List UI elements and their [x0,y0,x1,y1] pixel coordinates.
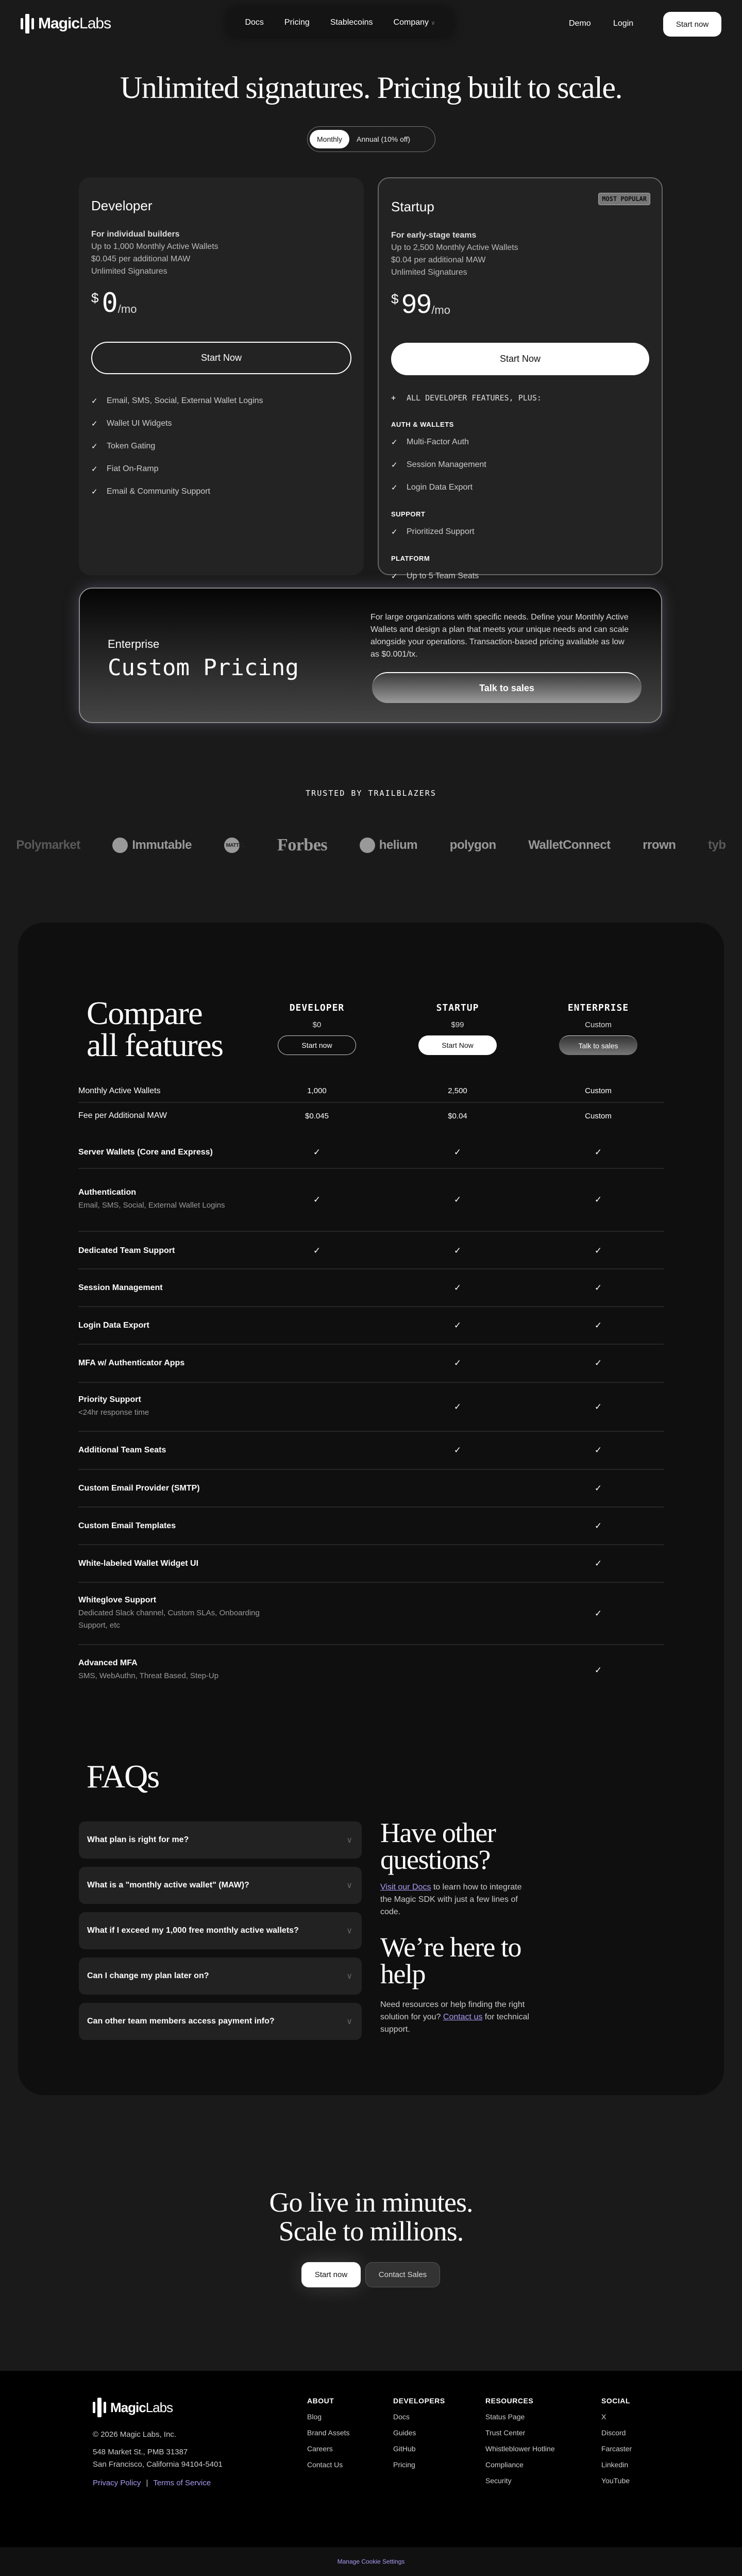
feature-name [78,1359,274,1368]
check-icon: ✓ [594,1358,602,1368]
visit-docs-link[interactable]: Visit our Docs [380,1883,431,1892]
feature-item [391,565,649,588]
feature-group-title: AUTH & WALLETS [391,420,454,428]
check-icon: ✓ [313,1147,321,1157]
check-icon: ✓ [594,1445,602,1455]
startup-start-button[interactable]: Start Now [391,343,649,375]
footer-link[interactable]: Pricing [393,2461,415,2469]
customer-logos [0,832,742,858]
compare-row [78,1470,664,1508]
address-line: 548 Market St., PMB 31387 [93,2448,188,2456]
check-icon: ✓ [91,465,98,474]
toggle-monthly[interactable]: Monthly [310,130,349,148]
feature-item [391,431,649,454]
talk-to-sales-button[interactable]: Talk to sales [372,672,642,703]
footer-column-developers [393,2397,445,2469]
feature-name [78,1246,274,1256]
customer-logo [360,838,417,853]
customer-logo-name: Forbes [277,835,328,855]
check-icon: ✓ [313,1246,321,1256]
cell-value: 1,000 [307,1086,327,1095]
footer-column-title: ABOUT [307,2397,334,2405]
customer-logo [450,838,496,852]
footer-link[interactable]: Guides [393,2429,416,2437]
plan-audience: For early-stage teams [391,231,477,240]
feature-group-title: PLATFORM [391,554,430,562]
column-name: DEVELOPER [289,1002,345,1013]
feature-label: Whiteglove Support [78,1595,157,1604]
column-price: $0 [312,1021,322,1029]
manage-cookie-settings[interactable]: Manage Cookie Settings [0,2547,742,2576]
check-icon: ✓ [391,528,398,537]
footer-link[interactable]: Status Page [485,2413,525,2421]
check-icon: ✓ [594,1246,602,1256]
contact-sales-button[interactable]: Contact Sales [365,2262,440,2287]
price-amount: 99 [401,289,432,319]
cta-line: Go live in minutes. [269,2187,473,2218]
enterprise-price: Custom Pricing [108,655,299,681]
cell-value: 2,500 [448,1086,467,1095]
magic-logo-icon [93,2398,106,2417]
footer-column-title: SOCIAL [601,2397,630,2405]
brand-name: Magic [110,2399,146,2415]
customer-logo [643,838,676,852]
privacy-policy-link[interactable]: Privacy Policy [93,2479,141,2487]
plan-name: Startup [391,199,434,214]
cell-value: $0.04 [448,1111,467,1120]
docs-text: to learn how to integrate the Magic SDK with just a few lines of code. [380,1883,522,1916]
footer-info: © 2026 Magic Labs, Inc. 548 Market St., PMB 31387 San Francisco, California 94104-5401 Privacy Policy | Terms of Service [93,2429,223,2489]
plan-name: Developer [91,198,153,213]
check-icon: ✓ [91,420,98,428]
check-icon: ✓ [453,1195,462,1205]
check-icon: ✓ [453,1401,462,1412]
feature-note: <24hr response time [78,1408,149,1417]
logo-mark-icon [360,838,375,853]
customer-logo-name: MATTEL [226,842,245,848]
plan-card-developer [79,177,364,575]
developer-start-button[interactable]: Start Now [91,342,351,374]
footer-link[interactable]: Trust Center [485,2429,526,2437]
plan-audience: For individual builders [91,230,180,239]
compare-row [78,1583,664,1645]
compare-column-startup [406,1002,509,1055]
column-cta-button[interactable]: Start Now [418,1035,497,1055]
footer-link[interactable]: Contact Us [307,2461,343,2469]
feature-item [91,435,351,458]
check-icon: ✓ [391,572,398,581]
chevron-down-icon[interactable]: ∨ [346,1927,352,1935]
price-amount: 0 [102,288,118,319]
feature-name [78,1596,274,1632]
feature-label: Custom Email Templates [78,1521,176,1530]
plan-line: Unlimited Signatures [391,268,467,277]
feature-note: Dedicated Slack channel, Custom SLAs, Onboarding Support, etc [78,1608,260,1630]
compare-row [78,1169,664,1232]
footer-link[interactable]: Discord [601,2429,626,2437]
price-currency: $ [391,291,399,307]
footer-link[interactable]: Whistleblower Hotline [485,2445,555,2453]
check-icon: ✓ [594,1558,602,1568]
check-icon: ✓ [594,1195,602,1205]
compare-column-developer [265,1002,368,1055]
chevron-down-icon: ∨ [431,20,435,26]
check-icon: ✓ [391,483,398,492]
plan-price [391,289,649,319]
cta-heading [0,2188,742,2246]
nav-pricing[interactable]: Pricing [284,18,310,27]
logo-mark-icon [112,838,128,853]
copyright: © 2026 Magic Labs, Inc. [93,2430,176,2439]
feature-name [78,1321,274,1330]
enterprise-description: For large organizations with specific needs. Define your Monthly Active Wallets and design a plan that meets your unique needs and can scale alongside your operations. Transaction-based pricing available as low as $0.001/tx. [370,613,629,659]
faq-title: FAQs [87,1758,159,1795]
check-icon: ✓ [594,1608,602,1618]
feature-label: MFA w/ Authenticator Apps [78,1359,185,1367]
terms-link[interactable]: Terms of Service [153,2479,211,2487]
faq-sidebar [380,1819,535,2036]
faq-item[interactable] [79,1867,362,1904]
feature-label: Fiat On-Ramp [107,464,159,473]
check-icon: ✓ [391,461,398,470]
customer-logo [224,838,245,853]
compare-row [78,1136,664,1169]
feature-item [391,476,649,499]
feature-note: SMS, WebAuthn, Threat Based, Step-Up [78,1671,219,1680]
feature-name [78,1086,274,1096]
magic-logo-icon [21,14,34,34]
feature-label: White-labeled Wallet Widget UI [78,1559,199,1568]
chevron-down-icon[interactable]: ∨ [346,1881,352,1890]
feature-label: Multi-Factor Auth [407,438,469,446]
footer-link[interactable]: Farcaster [601,2445,632,2453]
customer-logo-name: Polymarket [16,838,80,852]
feature-label: Login Data Export [78,1320,149,1330]
feature-label: Session Management [78,1283,163,1292]
compare-row [78,1103,664,1129]
column-cta-button[interactable]: Start now [278,1035,356,1055]
feature-name [78,1446,274,1455]
contact-us-link[interactable]: Contact us [443,2013,483,2021]
price-period: /mo [431,304,450,316]
faq-question: Can I change my plan later on? [87,1971,209,1980]
faq-item[interactable] [79,1821,362,1859]
check-icon: ✓ [391,438,398,447]
faq-question: What if I exceed my 1,000 free monthly active wallets? [87,1926,299,1935]
feature-label: Dedicated Team Support [78,1246,175,1255]
cta-line: Scale to millions. [278,2216,464,2247]
customer-logo-name: polygon [449,838,496,852]
plus-heading: ALL DEVELOPER FEATURES, PLUS: [407,393,542,403]
footer-column-social [601,2397,632,2485]
plan-line: $0.04 per additional MAW [391,256,486,264]
feature-label: Wallet UI Widgets [107,419,172,428]
cell-value: Custom [585,1086,612,1095]
price-period: /mo [117,303,137,315]
footer-link[interactable]: Brand Assets [307,2429,350,2437]
feature-name [78,1559,274,1568]
feature-groups [391,417,649,588]
column-name: STARTUP [436,1002,479,1013]
price-currency: $ [91,290,99,306]
feature-name [78,1521,274,1531]
feature-label: Authentication [78,1188,136,1197]
column-price: $99 [451,1021,464,1029]
compare-row [78,1233,664,1269]
compare-title [87,997,223,1061]
compare-row [78,1269,664,1307]
trusted-heading: TRUSTED BY TRAILBLAZERS [306,789,436,798]
compare-row [78,1345,664,1383]
compare-title-line: all features [87,1027,223,1063]
feature-name [78,1484,274,1493]
feature-name [78,1148,274,1157]
main-nav [227,8,453,37]
nav-company[interactable] [394,18,435,27]
check-icon: ✓ [594,1483,602,1493]
footer-link[interactable]: YouTube [601,2477,630,2485]
footer-column-resources [485,2397,555,2485]
feature-label: Email, SMS, Social, External Wallet Logins [107,396,263,405]
plan-line: Up to 2,500 Monthly Active Wallets [391,243,518,252]
brand-name: Magic [38,15,80,32]
feature-label: Email & Community Support [107,487,210,496]
faq-question: Can other team members access payment info? [87,2017,275,2026]
customer-logo-name: rrown [643,838,676,852]
brand-name-light: Labs [79,15,111,32]
compare-title-line: Compare [87,995,203,1031]
plan-line: Up to 1,000 Monthly Active Wallets [91,242,218,251]
faq-item[interactable] [79,1958,362,1995]
feature-name [78,1283,274,1293]
check-icon: ✓ [91,488,98,496]
toggle-annual[interactable]: Annual (10% off) [357,135,411,143]
plan-line: Unlimited Signatures [91,267,167,276]
check-icon: ✓ [453,1358,462,1368]
nav-docs[interactable]: Docs [245,18,264,27]
most-popular-badge: MOST POPULAR [598,193,650,205]
feature-note: Email, SMS, Social, External Wallet Logins [78,1201,225,1210]
start-now-button[interactable]: Start now [663,12,721,37]
customer-logo [528,838,610,852]
check-icon: ✓ [594,1401,602,1412]
check-icon: ✓ [91,442,98,451]
help-tail: for technical support. [380,2013,530,2034]
check-icon: ✓ [594,1520,602,1531]
nav-login[interactable]: Login [613,19,634,28]
cta-start-now-button[interactable]: Start now [301,2262,361,2287]
check-icon: ✓ [453,1246,462,1256]
check-icon: ✓ [594,1320,602,1330]
compare-row [78,1307,664,1345]
feature-item [91,480,351,503]
check-icon: ✓ [453,1445,462,1455]
nav-company-label: Company [393,18,429,27]
footer-link[interactable]: X [601,2413,606,2421]
compare-row [78,1645,664,1696]
feature-label: Priority Support [78,1395,141,1404]
compare-row [78,1545,664,1583]
column-name: ENTERPRISE [567,1002,629,1013]
nav-demo[interactable]: Demo [569,19,591,28]
plan-line: $0.045 per additional MAW [91,255,191,263]
chevron-down-icon[interactable]: ∨ [346,1836,352,1845]
feature-label: Monthly Active Wallets [78,1086,161,1095]
customer-logo [112,838,192,853]
feature-label: Custom Email Provider (SMTP) [78,1483,200,1493]
chevron-down-icon[interactable]: ∨ [346,2017,352,2026]
address-line: San Francisco, California 94104-5401 [93,2460,223,2469]
footer-link[interactable]: Blog [307,2413,322,2421]
footer-link[interactable]: Security [485,2477,512,2485]
feature-item [391,454,649,476]
nav-stablecoins[interactable]: Stablecoins [330,18,373,27]
enterprise-card [79,588,662,723]
check-icon: ✓ [453,1320,462,1330]
faq-item[interactable] [79,2003,362,2040]
customer-logo-name: WalletConnect [528,838,611,852]
column-price: Custom [585,1021,612,1029]
check-icon: ✓ [453,1147,462,1157]
feature-name [78,1395,274,1419]
billing-toggle [307,126,435,152]
footer-link[interactable]: Compliance [485,2461,524,2469]
feature-label: Prioritized Support [407,527,475,536]
feature-label: Login Data Export [407,483,473,492]
customer-logo [16,838,80,852]
check-icon: ✓ [313,1195,321,1205]
feature-name [78,1111,274,1120]
footer-column-about [307,2397,350,2469]
footer-link[interactable]: GitHub [393,2445,416,2453]
check-icon: ✓ [453,1282,462,1293]
cell-value: $0.045 [305,1111,329,1120]
customer-logo-name: Immutable [132,838,192,852]
feature-label: Fee per Additional MAW [78,1111,167,1120]
footer-logo[interactable] [93,2398,173,2417]
chevron-down-icon[interactable]: ∨ [346,1972,352,1981]
feature-label: Advanced MFA [78,1659,138,1667]
feature-item [91,412,351,435]
column-cta-button[interactable]: Talk to sales [559,1035,637,1055]
page-title: Unlimited signatures. Pricing built to scale. [120,71,622,105]
compare-column-enterprise [547,1002,650,1055]
help-title: We’re here to help [380,1932,521,1989]
help-text: Need resources or help finding the right solution for you? [380,2000,525,2021]
compare-row [78,1508,664,1545]
feature-label: Additional Team Seats [78,1446,166,1454]
feature-label: Up to 5 Team Seats [407,572,479,580]
compare-row [78,1383,664,1432]
plan-price [91,288,351,318]
feature-item [391,521,649,543]
feature-label: Session Management [407,460,486,469]
compare-row [78,1080,664,1103]
check-icon: ✓ [594,1282,602,1293]
footer-link[interactable]: Careers [307,2445,333,2453]
footer-column-title: RESOURCES [485,2397,534,2405]
compare-row [78,1432,664,1470]
footer-link[interactable]: Docs [393,2413,410,2421]
feature-name [78,1659,274,1682]
customer-logo [708,838,726,852]
footer-link[interactable]: Linkedin [601,2461,629,2469]
feature-label: Server Wallets (Core and Express) [78,1147,213,1157]
customer-logo-name: helium [379,838,418,852]
faq-item[interactable] [79,1912,362,1949]
check-icon: ✓ [594,1147,602,1157]
cell-value: Custom [585,1111,612,1120]
feature-list [91,390,351,503]
feature-group-title: SUPPORT [391,510,426,518]
check-icon: ✓ [91,397,98,406]
other-questions-title: Have other questions? [380,1817,496,1875]
brand-logo[interactable] [21,14,111,34]
brand-name-light: Labs [145,2399,173,2415]
feature-item [91,458,351,480]
footer-column-title: DEVELOPERS [393,2397,445,2405]
enterprise-name: Enterprise [108,638,160,650]
plan-card-startup [378,177,663,581]
plus-icon: + [391,393,396,403]
customer-logo-name: tyb [708,838,726,852]
feature-name [78,1188,274,1212]
customer-logo [277,835,327,855]
feature-label: Token Gating [107,442,156,450]
feature-item [91,390,351,412]
check-icon: ✓ [594,1665,602,1675]
faq-question: What plan is right for me? [87,1835,189,1844]
faq-question: What is a "monthly active wallet" (MAW)? [87,1881,249,1889]
